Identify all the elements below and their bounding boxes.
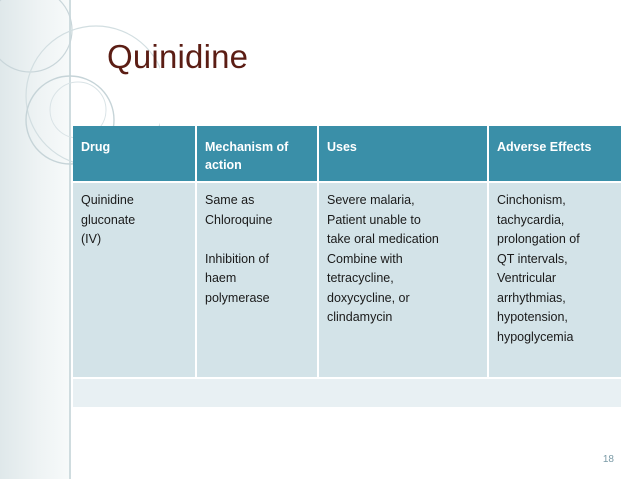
cell-line: Combine with bbox=[327, 251, 403, 266]
cell-line: polymerase bbox=[205, 290, 270, 305]
table-header-row bbox=[73, 126, 621, 182]
header-line: Uses bbox=[327, 140, 357, 154]
header-line: Drug bbox=[81, 140, 111, 154]
cell-adverse-effects bbox=[488, 182, 621, 378]
cell-line: haem bbox=[205, 271, 237, 285]
cell-line: gluconate bbox=[81, 212, 136, 227]
cell-line: arrhythmias, bbox=[497, 290, 566, 305]
cell-line: tachycardia, bbox=[497, 212, 565, 227]
cell-line: doxycycline, or bbox=[327, 290, 410, 305]
slide-title: Quinidine bbox=[107, 38, 249, 75]
cell-line: Chloroquine bbox=[205, 212, 273, 227]
cell-line: Quinidine bbox=[81, 193, 134, 207]
cell-line: Ventricular bbox=[497, 271, 557, 285]
cell-uses bbox=[318, 182, 488, 378]
decorative-circle-1 bbox=[0, 0, 72, 72]
table-row bbox=[73, 182, 621, 378]
header-mechanism bbox=[196, 126, 318, 182]
cell-line: prolongation of bbox=[497, 232, 580, 246]
table-empty-row bbox=[73, 378, 621, 407]
cell-line: Cinchonism, bbox=[497, 193, 566, 207]
header-drug bbox=[73, 126, 196, 182]
header-uses bbox=[318, 126, 488, 182]
cell-line: hypotension, bbox=[497, 310, 568, 324]
empty-row-cell bbox=[73, 378, 621, 407]
header-adverse-effects bbox=[488, 126, 621, 182]
cell-line: Severe malaria, bbox=[327, 193, 415, 207]
header-line: Mechanism of bbox=[205, 140, 289, 154]
cell-line: (IV) bbox=[81, 232, 102, 246]
drug-table bbox=[73, 126, 621, 407]
cell-line: Patient unable to bbox=[327, 212, 421, 227]
cell-line: tetracycline, bbox=[327, 271, 394, 285]
cell-line: QT intervals, bbox=[497, 251, 568, 266]
cell-spacer bbox=[205, 230, 309, 250]
cell-line: take oral medication bbox=[327, 232, 439, 246]
header-line: Adverse Effects bbox=[497, 140, 592, 154]
cell-drug bbox=[73, 182, 196, 378]
page-number: 18 bbox=[602, 454, 614, 465]
cell-line: clindamycin bbox=[327, 310, 393, 324]
cell-line: Inhibition of bbox=[205, 251, 269, 266]
cell-line: Same as bbox=[205, 193, 255, 207]
cell-line: hypoglycemia bbox=[497, 329, 574, 344]
header-line: action bbox=[205, 158, 242, 172]
cell-mechanism bbox=[196, 182, 318, 378]
